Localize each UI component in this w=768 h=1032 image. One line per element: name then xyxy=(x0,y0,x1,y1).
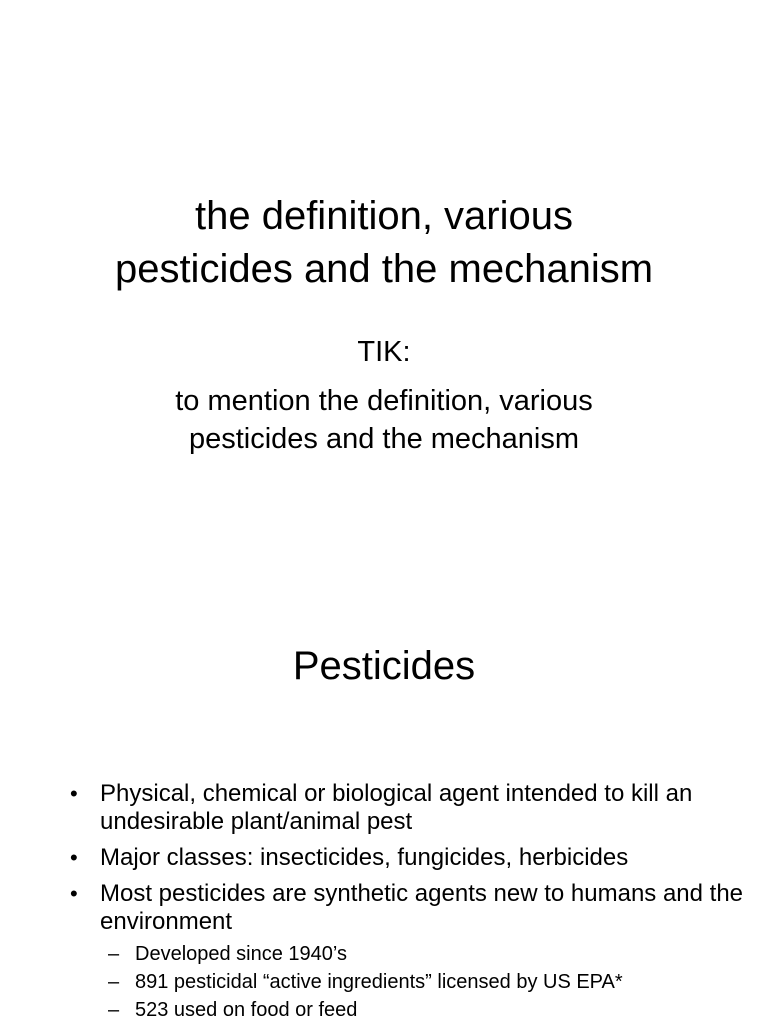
bullet-icon: • xyxy=(70,881,78,906)
bullet-list xyxy=(0,780,768,1032)
title-line-2: pesticides and the mechanism xyxy=(114,247,654,291)
sub-bullet-text: 891 pesticidal “active ingredients” licensed by US EPA* xyxy=(135,971,623,993)
slide-subtitle xyxy=(0,333,768,458)
slide-title-heading xyxy=(0,190,768,296)
sub-bullet-item xyxy=(100,968,748,996)
subtitle-line-2: pesticides and the mechanism xyxy=(188,423,580,455)
sub-bullet-item xyxy=(100,940,748,968)
bullet-icon: • xyxy=(70,781,78,806)
tik-label: TIK: xyxy=(357,336,411,368)
subtitle-line-1: to mention the definition, various xyxy=(175,385,593,417)
dash-icon: – xyxy=(108,943,120,965)
bullet-item xyxy=(0,780,768,836)
bullet-item xyxy=(0,844,768,872)
sub-bullet-list xyxy=(100,940,748,1024)
bullet-text: Major classes: insecticides, fungicides, herbicides xyxy=(100,844,629,871)
bullet-text: Physical, chemical or biological agent intended to kill an undesirable plant/animal pest xyxy=(100,780,693,835)
sub-bullet-text: Developed since 1940’s xyxy=(135,943,348,965)
bullet-item xyxy=(0,880,768,1024)
dash-icon: – xyxy=(108,971,120,993)
sub-bullet-item xyxy=(100,996,748,1024)
pesticides-heading: Pesticides xyxy=(292,644,476,688)
dash-icon: – xyxy=(108,999,120,1021)
sub-bullet-text: 523 used on food or feed xyxy=(135,999,358,1021)
bullet-text: Most pesticides are synthetic agents new to humans and the environment xyxy=(100,880,744,935)
title-line-1: the definition, various xyxy=(194,194,573,238)
bullet-icon: • xyxy=(70,845,78,870)
